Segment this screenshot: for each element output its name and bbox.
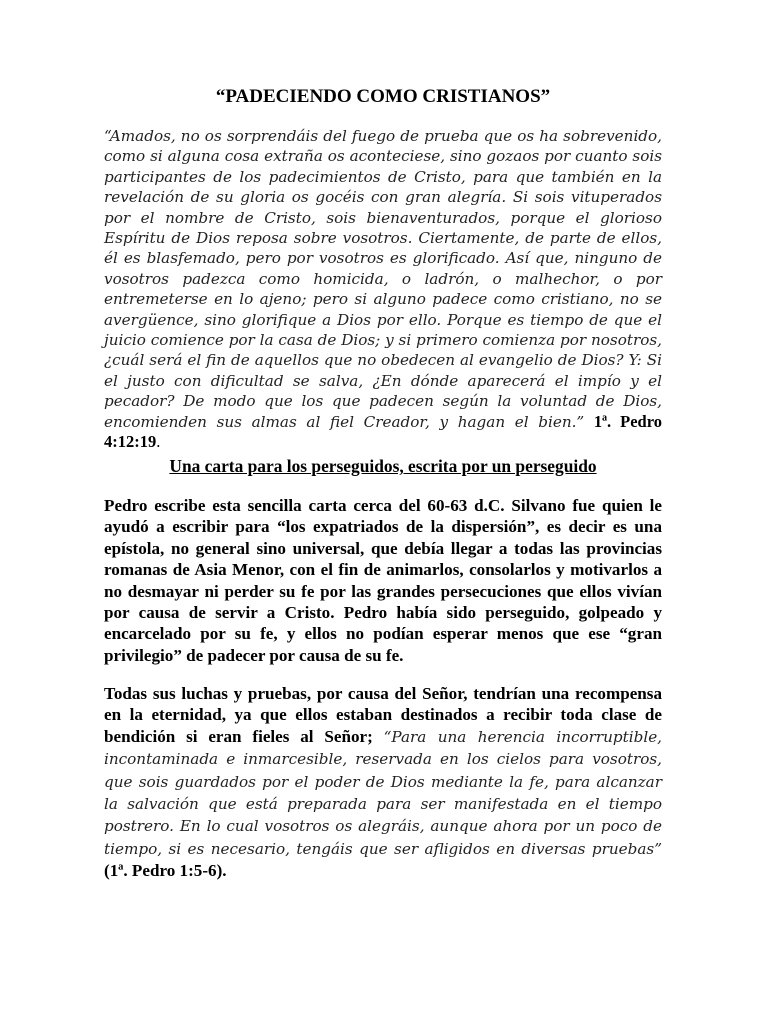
quote-reference: 1ª. Pedro 4:12:19 [104,411,662,452]
paragraph-2-lead: Todas sus luchas y pruebas, por causa del Señor, tendrían una recompensa en la eternidad, ya que ellos estaban destinados a recibir toda clase de bendición si eran fieles al Señor; [104,684,662,746]
scripture-quote [104,126,662,453]
section-subtitle: Una carta para los perseguidos, escrita por un perseguido [169,456,597,476]
paragraph-2 [104,683,662,882]
paragraph-1: Pedro escribe esta sencilla carta cerca del 60-63 d.C. Silvano fue quien le ayudó a escribir para “los expatriados de la dispersión”, es decir es una epístola, no general sino universal, que debía llegar a todas las provincias romanas de Asia Menor, con el fin de animarlos, consolarlos y motivarlos a no desmayar ni perder su fe por las grandes persecuciones que ellos vivían por causa de servir a Cristo. Pedro había sido perseguido, golpeado y encarcelado por su fe, y ellos no podían esperar menos que ese “gran privilegio” de padecer por causa de su fe. [104,496,662,665]
paragraph-2-ref-close: ). [216,861,227,881]
page-title: “PADECIENDO COMO CRISTIANOS” [215,86,551,107]
quote-text: “Amados, no os sorprendáis del fuego de prueba que os ha sobrevenido, como si alguna cosa extraña os aconteciese, sino gozaos por cuanto sois participantes de los padecimientos de Cristo, para que también en la revelación de su gloria os gocéis con gran alegría. Si sois vituperados por el nombre de Cristo, sois bienaventurados, porque el glorioso Espíritu de Dios reposa sobre vosotros. Ciertamente, de parte de ellos, él es blasfemado, pero por vosotros es glorificado. Así que, ninguno de vosotros padezca como homicida, o ladrón, o malhechor, o por entremeterse en lo ajeno; pero si alguno padece como cristiano, no se avergüence, sino glorifique a Dios por ello. Porque es tiempo de que el juicio comience por la casa de Dios; y si primero comienza por nosotros, ¿cuál será el fin de aquellos que no obedecen al evangelio de Dios? Y: Si el justo con dificultad se salva, ¿En dónde aparecerá el impío y el pecador? De modo que los que padecen según la voluntad de Dios, encomienden sus almas al fiel Creador, y hagan el bien.” [104,127,662,431]
paragraph-2-ref-open: ( [104,861,110,881]
quote-reference-end: . [156,432,161,452]
paragraph-2-quote: “Para una herencia incorruptible, incontaminada e inmarcesible, reservada en los cielos para vosotros, que sois guardados por el poder de Dios mediante la fe, para alcanzar la salvación que está preparada para ser manifestada en el tiempo postrero. En lo cual vosotros os alegráis, aunque ahora por un poco de tiempo, si es necesario, tengáis que ser afligidos en diversas pruebas” [104,727,663,858]
paragraph-2-reference: 1ª. Pedro 1:5-6 [109,861,217,881]
